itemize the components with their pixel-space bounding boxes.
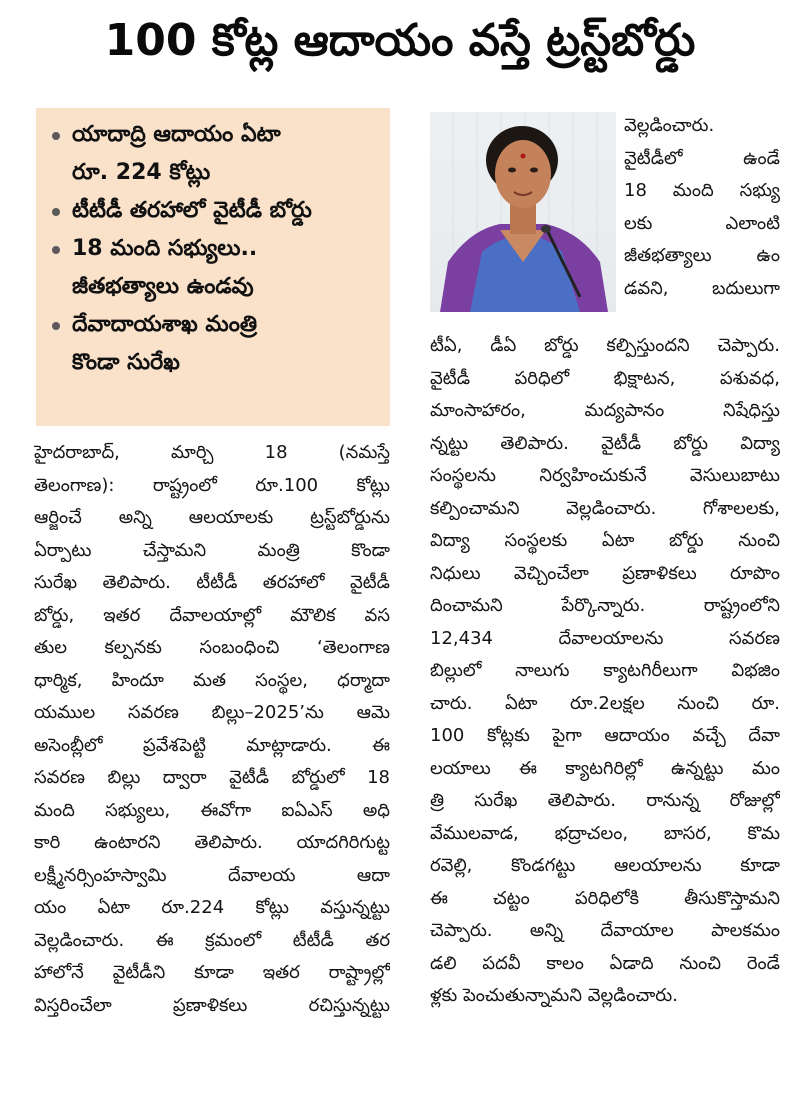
text-line: వైటీడీ పరిధిలో భిక్షాటన, పశువధ, [430,367,780,389]
text-line: త్రి సురేఖ తెలిపారు. రానున్న రోజుల్లో [430,790,780,811]
text-line: తెలంగాణ): రాష్ట్రంలో రూ.100 కోట్లు [34,474,390,496]
text-line: లక్ష్మీనర్సింహస్వామి దేవాలయ ఆదా [34,864,390,886]
text-line: ళ్లకు పెంచుతున్నామని వెల్లడించారు. [430,985,678,1006]
highlight-line: దేవాదాయశాఖ మంత్రి [72,312,258,337]
highlight-item [52,306,380,382]
highlight-item [52,192,380,230]
text-line: యం ఏటా రూ.224 కోట్లు వస్తున్నట్టు [34,897,390,918]
highlight-item [52,116,380,192]
highlight-line: యాదాద్రి ఆదాయం ఏటా [72,122,281,147]
text-line: ఏర్పాటు చేస్తామని మంత్రి కొండా [34,539,390,561]
highlight-line: టీటీడీ తరహాలో వైటీడీ బోర్డు [72,198,312,223]
text-line: మంది సభ్యులు, ఈవోగా ఐఏఎస్ అధి [34,799,390,821]
text-line: లకు ఎలాంటి [624,212,780,234]
text-line: చెప్పారు. అన్ని దేవాయాల పాలకమం [430,920,780,941]
bullet-icon [52,132,60,140]
highlight-line: కొండా సురేఖ [72,350,180,375]
headline: 100 కోట్ల ఆదాయం వస్తే ట్రస్ట్‌బోర్డు [104,15,696,66]
text-line: 18 మంది సభ్యు [624,180,780,201]
text-line: హాలోనే వైటీడీని కూడా ఇతర రాష్ట్రాల్లో [34,962,390,983]
text-line: అసెంబ్లీలో ప్రవేశపెట్టి మాట్లాడారు. ఈ [34,734,390,756]
text-line: ధార్మిక, హిందూ మత సంస్థల, ధర్మాదా [34,669,390,691]
highlight-line: 18 మంది సభ్యులు.. [72,236,258,261]
text-line: దించామని పేర్కొన్నారు. రాష్ట్రంలోని [430,595,780,616]
highlight-item [52,230,380,306]
text-line: టీఏ, డీఏ బోర్డు కల్పిస్తుందని చెప్పారు. [430,335,780,356]
highlight-line: రూ. 224 కోట్లు [72,160,211,185]
text-line: తుల కల్పనకు సంబంధించి ‘తెలంగాణ [34,637,390,658]
bullet-icon [52,246,60,254]
text-line: ఈ చట్టం పరిధిలోకి తీసుకొస్తామని [430,887,780,909]
text-line: న్నట్టు తెలిపారు. వైటీడీ బోర్డు విద్యా [430,432,780,454]
text-line: డలి పదవీ కాలం ఏడాది నుంచి రెండే [430,952,780,974]
text-line: కారి ఉంటారని తెలిపారు. యాదగిరిగుట్ట [34,832,390,853]
text-line: నిధులు వెచ్చించేలా ప్రణాళికలు రూపొం [430,562,780,584]
highlights-box [36,108,390,426]
left-column-body [34,437,390,1022]
minister-photo [430,112,616,312]
text-line: డవని, బదులుగా [624,277,780,299]
text-line: సురేఖ తెలిపారు. టీటీడీ తరహాలో వైటీడీ [34,572,390,593]
text-line: కల్పించామని వెల్లడించారు. గోశాలలకు, [430,497,780,519]
text-line: సవరణ బిల్లు ద్వారా వైటీడీ బోర్డులో 18 [34,767,390,788]
text-line: సంస్థలను నిర్వహించుకునే వెసులుబాటు [430,465,780,486]
text-line: 12,434 దేవాలయాలను సవరణ [430,627,780,649]
text-line: హైదరాబాద్, మార్చి 18 (నమస్తే [34,442,390,463]
text-line: వెల్లడించారు. ఈ క్రమంలో టీటీడీ తర [34,929,390,951]
text-line: విస్తరించేలా ప్రణాళికలు రచిస్తున్నట్టు [34,994,390,1016]
text-line: ఆర్జించే అన్ని ఆలయాలకు ట్రస్ట్‌బోర్డును [34,507,390,528]
bullet-icon [52,322,60,330]
text-line: జీతభత్యాలు ఉం [624,245,780,266]
text-line: విద్యా సంస్థలకు ఏటా బోర్డు నుంచి [430,530,780,551]
right-column-narrow [624,110,780,305]
highlight-line: జీతభత్యాలు ఉండవు [72,274,254,299]
text-line: మాంసాహారం, మద్యపానం నిషేధిస్తు [430,400,780,421]
right-column-body [430,330,780,1013]
text-line: 100 కోట్లకు పైగా ఆదాయం వచ్చే దేవా [430,725,780,746]
text-line: రవెల్లి, కొండగట్టు ఆలయాలను కూడా [430,855,780,876]
bullet-icon [52,208,60,216]
text-line: లయాలు ఈ క్యాటగిరిల్లో ఉన్నట్టు మం [430,757,780,779]
text-line: బిల్లులో నాలుగు క్యాటగిరీలుగా విభజిం [430,660,780,681]
text-line: యముల సవరణ బిల్లు–2025’ను ఆమె [34,702,390,723]
text-line: వేములవాడ, భద్రాచలం, బాసర, కొమ [430,822,780,844]
text-line: వెల్లడించారు. [624,115,715,136]
text-line: వైటీడీలో ఉండే [624,147,780,169]
text-line: బోర్డు, ఇతర దేవాలయాల్లో మౌలిక వస [34,604,390,626]
text-line: చారు. ఏటా రూ.2లక్షల నుంచి రూ. [430,692,780,714]
